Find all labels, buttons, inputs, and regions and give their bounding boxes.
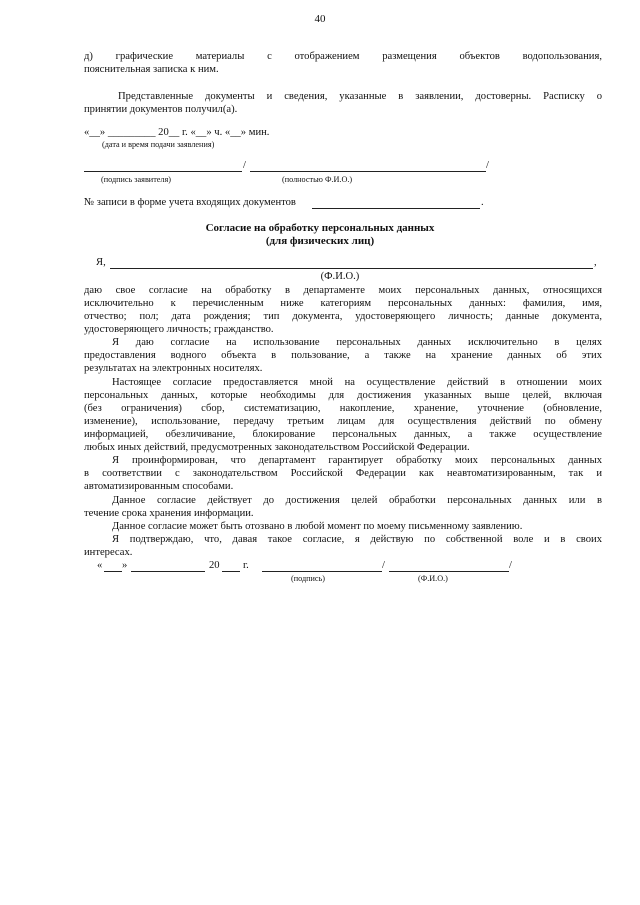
applicant-name-caption: (полностью Ф.И.О.) [282,175,353,184]
footer-name-caption: (Ф.И.О.) [418,574,448,583]
applicant-signature-caption: (подпись заявителя) [101,175,171,184]
footer-signature-line [262,571,382,572]
record-number-line [312,208,480,209]
footer-date-close: » [122,560,128,571]
consent-p3-line: персональных данных, которые необходимы для достижения указанных выше целей, включая [84,390,602,401]
consent-p4-line: в соответствии с законодательством Российской Федерации как неавтоматизированным, так и [84,468,602,479]
consent-p3-line: информацией, обезличивание, блокирование персональных данных, а также осуществление [84,429,602,440]
footer-year-line [222,571,240,572]
consent-fio-caption: (Ф.И.О.) [320,271,360,282]
submission-date-caption: (дата и время подачи заявления) [102,140,215,149]
consent-p3-line: Настоящее согласие предоставляется мной на осуществление действий в отношении моих [112,377,602,388]
consent-p7-line: Я подтверждаю, что, давая такое согласие, я действую по собственной воле и в своих [112,534,602,545]
confirm-line-1: Представленные документы и сведения, указанные в заявлении, достоверны. Расписку о [118,91,602,102]
footer-year-suffix: г. [243,560,249,571]
consent-p1-line: исключительно к перечисленным ниже категориям персональных данных: фамилия, имя, [84,298,602,309]
consent-p6-line: Данное согласие может быть отозвано в любой момент по моему письменному заявлению. [112,521,523,532]
consent-subtitle: (для физических лиц) [265,235,375,247]
record-number-label: № записи в форме учета входящих документов [84,197,296,208]
top-line-1: д) графические материалы с отображением размещения объектов водопользования, [84,51,602,62]
consent-p7-line: интересах. [84,547,133,558]
consent-p3-line: любых иных действий, предусмотренных законодательством Российской Федерации. [84,442,470,453]
confirm-line-2: принятии документов получил(а). [84,104,238,115]
applicant-name-line [250,171,486,172]
footer-date-open: « [97,560,103,571]
consent-i-label: Я, [96,257,106,268]
consent-p2-line: Я даю согласие на использование персональных данных исключительно в целях [112,337,602,348]
consent-p1-line: даю свое согласие на обработку в департаменте моих персональных данных, относящихся [84,285,602,296]
consent-p5-line: течение срока хранения информации. [84,508,254,519]
footer-year: 20 [209,560,220,571]
submission-date-line: «__» _________ 20__ г. «__» ч. «__» мин. [84,127,270,138]
consent-fio-line [110,268,593,269]
consent-p1-line: отчество; пол; дата рождения; тип документа, удостоверяющего личность; данные документа, [84,311,602,322]
consent-p2-line: результатах на электронных носителях. [84,363,263,374]
consent-title: Согласие на обработку персональных данных [205,222,435,234]
top-line-2: пояснительная записка к ним. [84,64,219,75]
consent-p5-line: Данное согласие действует до достижения целей обработки персональных данных или в [112,495,602,506]
consent-p4-line: Я проинформирован, что департамент гарантирует обработку моих персональных данных [112,455,602,466]
footer-signature-caption: (подпись) [291,574,325,583]
footer-separator: / [382,560,385,571]
footer-name-line [389,571,509,572]
consent-p3-line: изменение), использование, передачу третьим лицам для осуществления действий по обмену [84,416,602,427]
applicant-signature-line [84,171,242,172]
consent-p2-line: предоставления водного объекта в пользование, а также на хранение данных об этих [84,350,602,361]
signature-separator: / [243,160,246,171]
record-number-end: . [481,197,484,208]
consent-p3-line: (без ограничения) сбор, систематизацию, накопление, хранение, уточнение (обновление, [84,403,602,414]
footer-end: / [509,560,512,571]
consent-fio-comma: , [594,257,597,268]
consent-p1-line: удостоверяющего личность; гражданство. [84,324,274,335]
consent-p4-line: автоматизированным способами. [84,481,234,492]
footer-day-line [104,571,122,572]
signature-end: / [486,160,489,171]
page-number: 40 [314,13,326,25]
footer-month-line [131,571,205,572]
